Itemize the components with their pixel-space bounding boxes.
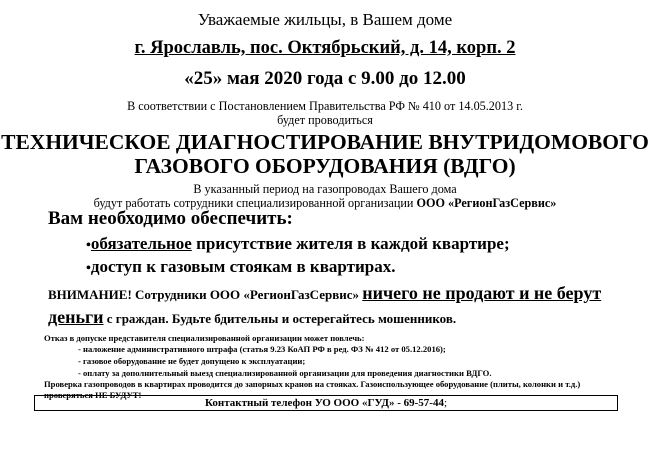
notice-title-line-2: ГАЗОВОГО ОБОРУДОВАНИЯ (ВДГО): [134, 154, 516, 178]
inspection-date: «25» мая 2020 года с 9.00 до 12.00: [184, 68, 466, 89]
requirement-item: [86, 257, 395, 277]
warning-emphasis: ничего не продают и не берут деньги: [48, 283, 602, 327]
inspection-scope-note: Проверка газопроводов в квартирах проводится до запорных кранов на стояках. Газоиспользующее оборудование (плиты, колонки и т.д.) проверяться НЕ БУДУТ!: [44, 379, 581, 400]
period-line-1: В указанный период на газопроводах Вашего дома: [193, 182, 457, 196]
legal-basis-line-1: В соответствии с Постановлением Правительства РФ № 410 от 14.05.2013 г.: [127, 99, 523, 113]
requirement-item: [86, 234, 510, 254]
contact-suffix: ;: [443, 397, 448, 409]
requirement-text: присутствие жителя в каждой квартире;: [191, 234, 510, 253]
warning-lead: ВНИМАНИЕ! Сотрудники ООО «РегионГазСервис»: [48, 287, 363, 302]
house-address: г. Ярославль, пос. Октябрьский, д. 14, корп. 2: [134, 38, 516, 58]
warning-paragraph: [48, 282, 608, 330]
contractor-name: ООО «РегионГазСервис»: [416, 196, 557, 210]
bullet-icon: •: [86, 261, 91, 276]
bullet-icon: •: [86, 238, 91, 253]
greeting-line: Уважаемые жильцы, в Вашем доме: [197, 10, 453, 29]
warning-tail: с граждан. Будьте бдительны и остерегайтесь мошенников.: [103, 311, 457, 326]
requirement-emphasis: обязательное: [90, 234, 192, 253]
notice-title-line-1: ТЕХНИЧЕСКОЕ ДИАГНОСТИРОВАНИЕ ВНУТРИДОМОВОГО: [1, 130, 649, 154]
period-line-2-text: будут работать сотрудники специализированной организации: [93, 196, 417, 210]
refusal-intro: Отказ в допуске представителя специализированной организации может повлечь:: [44, 333, 365, 343]
refusal-consequence: - оплату за дополнительный выезд специализированной организации для проведения диагностики ВДГО.: [78, 368, 492, 378]
refusal-consequence: - наложение административного штрафа (статья 9.23 КоАП РФ в ред. ФЗ № 412 от 05.12.2016);: [78, 344, 446, 354]
contact-phone-box: [34, 395, 618, 411]
refusal-consequence: - газовое оборудование не будет допущено к эксплуатации;: [78, 356, 306, 366]
legal-basis-line-2: будет проводиться: [277, 113, 373, 127]
requirements-heading: Вам необходимо обеспечить:: [48, 208, 293, 229]
contact-phone: Контактный телефон УО ООО «ГУД» - 69-57-44: [204, 397, 444, 409]
requirement-text: доступ к газовым стоякам в квартирах.: [90, 257, 396, 276]
